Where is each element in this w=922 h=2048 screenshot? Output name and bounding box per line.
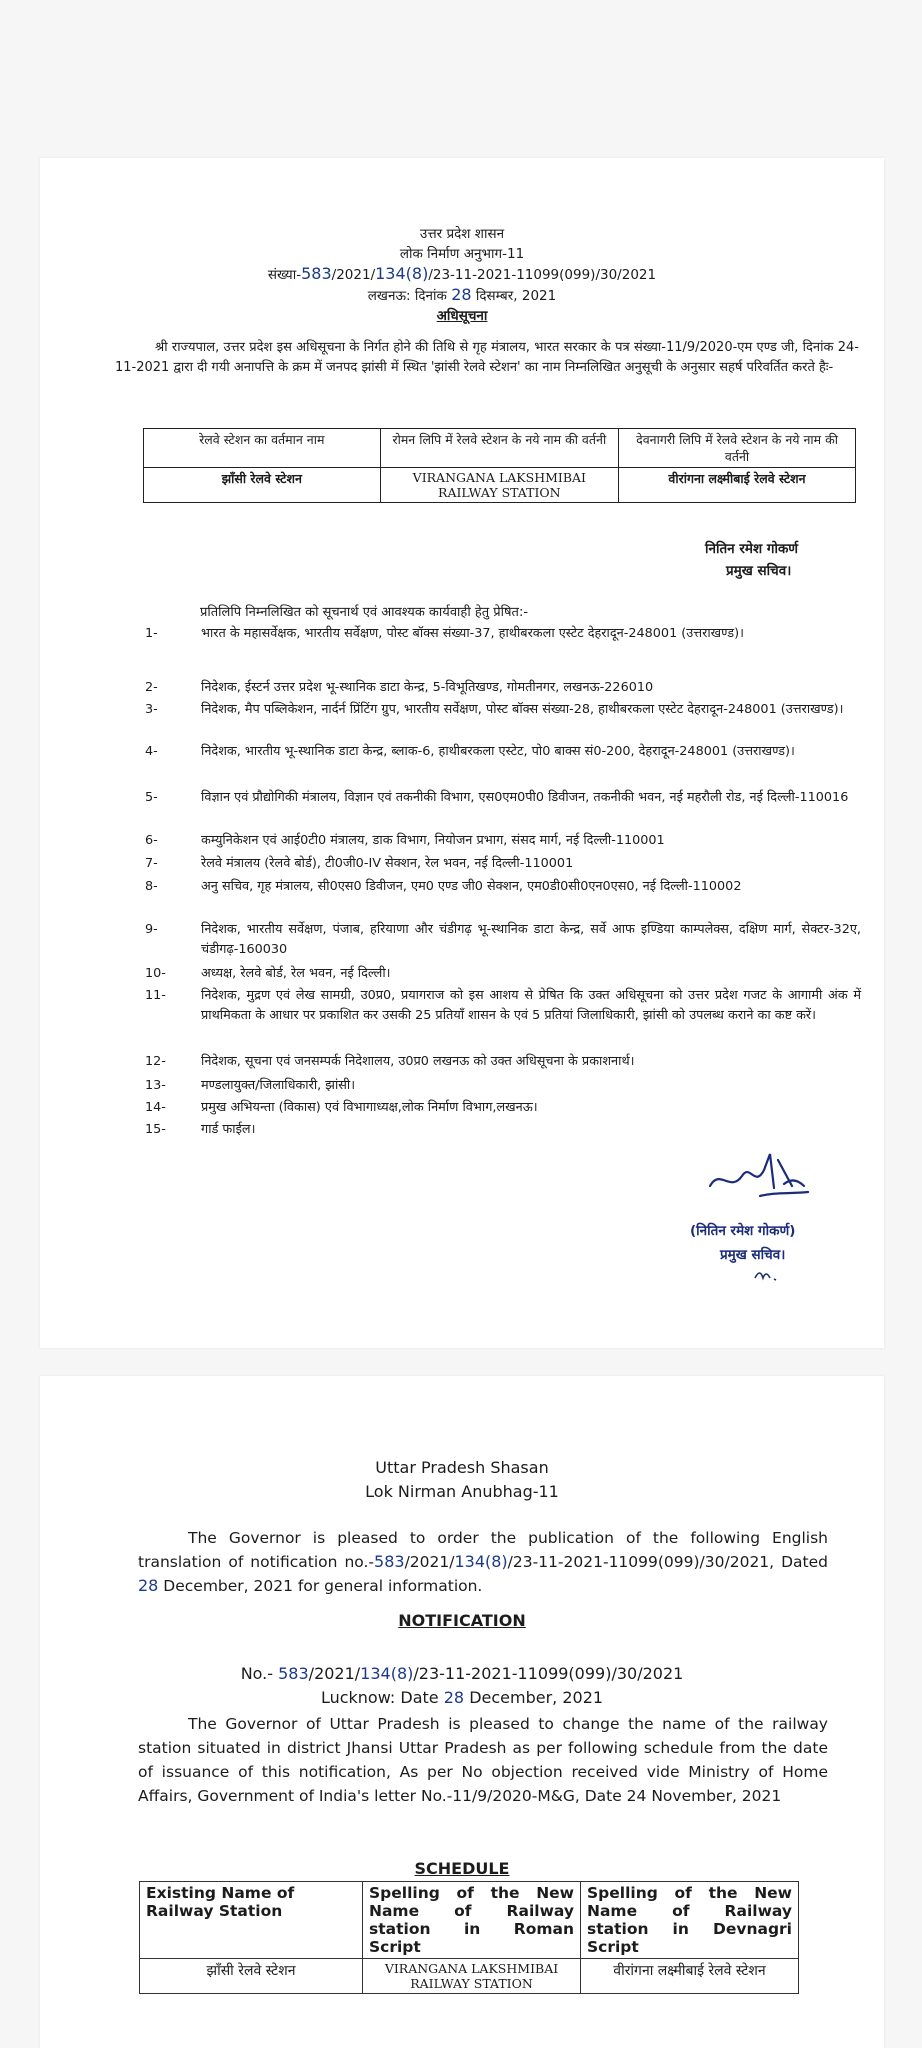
table-cell: झाँसी रेलवे स्टेशन [144,468,381,503]
handwritten-date: 28 [138,1576,159,1595]
intro-paragraph: The Governor is pleased to order the publication of the following English translation of notification no.-583/2021/134(8)/23-11-2021-11099(099)/30/2021, Dated 28 December, 2021 for general information. [138,1529,828,1595]
table-cell: वीरांगना लक्ष्मीबाई रेलवे स्टेशन [619,468,856,503]
notification-number: संख्या-583/2021/134(8)/23-11-2021-11099(099)/30/2021 [267,264,657,283]
cc-intro: प्रतिलिपि निम्नलिखित को सूचनार्थ एवं आवश्यक कार्यवाही हेतु प्रेषित:- [200,605,529,620]
table-header-cell: रेलवे स्टेशन का वर्तमान नाम [144,429,381,468]
table-cell: VIRANGANA LAKSHMIBAI RAILWAY STATION [380,468,618,503]
body-paragraph: The Governor of Uttar Pradesh is pleased to change the name of the railway station situated in district Jhansi Uttar Pradesh as per following schedule from the date of issuance of this notification, As per No objection received vide Ministry of Home Affairs, Government of India's letter No.-11/9/2020-M&G, Date 24 November, 2021 [138,1715,828,1805]
schedule-title: SCHEDULE [414,1859,510,1878]
govt-name: उत्तर प्रदेश शासन [419,226,505,242]
table-header-row [144,429,856,468]
department-name: Lok Nirman Anubhag-11 [365,1482,559,1501]
table-header-row [140,1882,799,1959]
table-header-cell: Existing Name of Railway Station [140,1882,363,1959]
handwritten-date: 28 [443,1688,465,1707]
sign-block-name: (नितिन रमेश गोकर्ण) [690,1223,796,1239]
intro-paragraph: श्री राज्यपाल, उत्तर प्रदेश इस अधिसूचना के निर्गत होने की तिथि से गृह मंत्रालय, भारत सरकार के पत्र संख्या-11/9/2020-एम एण्ड जी, दिनांक 24-11-2021 द्वारा दी गयी अनापत्ति के क्रम में जनपद झांसी में स्थित 'झांसी रेलवे स्टेशन' का नाम निम्नलिखित अनुसूची के अनुसार सहर्ष परिवर्तित करते हैः- [115,340,859,375]
initials-mark [752,1266,782,1284]
table-header-cell: देवनागरी लिपि में रेलवे स्टेशन के नये नाम की वर्तनी [619,429,856,468]
page-title: अधिसूचना [436,308,488,324]
table-header-cell: रोमन लिपि में रेलवे स्टेशन के नये नाम की वर्तनी [380,429,618,468]
table-row [144,468,856,503]
govt-name: Uttar Pradesh Shasan [375,1458,549,1477]
schedule-table-english [139,1881,799,1994]
department-name: लोक निर्माण अनुभाग-11 [399,246,525,262]
notification-number: No.- 583/2021/134(8)/23-11-2021-11099(099)/30/2021 [240,1664,684,1683]
table-cell: वीरांगना लक्ष्मीबाई रेलवे स्टेशन [581,1959,799,1994]
handwritten-date: 28 [451,285,472,304]
table-cell: झाँसी रेलवे स्टेशन [140,1959,363,1994]
table-row [140,1959,799,1994]
handwritten-number: 583 [374,1552,405,1571]
english-translation-page [40,1376,884,2048]
notification-date: लखनऊ: दिनांक 28 दिसम्बर, 2021 [367,285,557,304]
handwritten-number: 583 [301,264,332,283]
handwritten-number: 134(8) [454,1552,508,1571]
signatory-name: नितिन रमेश गोकर्ण [705,541,799,557]
table-cell: VIRANGANA LAKSHMIBAI RAILWAY STATION [363,1959,581,1994]
notification-title: NOTIFICATION [398,1611,526,1630]
header-block [40,224,884,326]
handwritten-number: 583 [278,1664,309,1683]
notification-date: Lucknow: Date 28 December, 2021 [320,1688,604,1707]
sign-block-title: प्रमुख सचिव। [720,1247,786,1263]
signatory-title: प्रमुख सचिव। [726,563,792,579]
table-header-cell: Spelling of the New Name of Railway station in Roman Script [363,1882,581,1959]
header-block [40,1456,884,1504]
handwritten-number: 134(8) [375,264,429,283]
table-header-cell: Spelling of the New Name of Railway station in Devnagri Script [581,1882,799,1959]
hindi-notification-page: उत्तर प्रदेश शासन लोक निर्माण अनुभाग-11 संख्या-583/2021/134(8)/23-11-2021-11099(099)/30/2021 लखनऊ: दिनांक 28 दिसम्बर, 2021 अधिसूचना श्री राज्यपाल, उत्तर प्रदेश इस अधिसूचना के निर्गत होने की तिथि से गृह मंत्रालय, भारत सरकार के पत्र संख्या-11/9/2020-एम एण्ड जी, दिनांक 24-11-2021 द्वारा दी गयी अनापत्ति के क्रम में जनपद झांसी में स्थित 'झांसी रेलवे स्टेशन' का नाम निम्नलिखित अनुसूची के अनुसार सहर्ष परिवर्तित करते हैः- रेलवे स्टेशन का वर्तमान नाम रोमन लिपि में रेलवे स्टेशन के नये नाम की वर्तनी देवनागरी लिपि में रेलवे स्टेशन के नये नाम की वर्तनी झाँसी रेलवे स्टेशन VIRANGANA LAKSHMIBAI RAILWAY STATION वीरांगना लक्ष्मीबाई रेलवे स्टेशन नितिन रमेश गोकर्ण प्रमुख सचिव। प्रतिलिपि निम्नलिखित को सूचनार्थ एवं आवश्यक कार्यवाही हेतु प्रेषित:- 1- भारत के महासर्वेक्षक, भारतीय सर्वेक्षण, पोस्ट बॉक्स संख्या-37, हाथीबरकला एस्टेट देहरादून-248001 (उत्तराखण्ड)। 2- निदेशक, ईस्टर्न उत्तर प्रदेश भू-स्थानिक डाटा केन्द्र, 5-विभूतिखण्ड, गोमतीनगर, लखनऊ-226010 3- निदेशक, मैप पब्लिकेशन, नार्दर्न प्रिंटिंग ग्रुप, भारतीय सर्वेक्षण, पोस्ट बॉक्स संख्या-28, हाथीबरकला एस्टेट देहरादून-248001 (उत्तराखण्ड)। 4- निदेशक, भारतीय भू-स्थानिक डाटा केन्द्र, ब्लाक-6, हाथीबरकला एस्टेट, पो0 बाक्स सं0-200, देहरादून-248001 (उत्तराखण्ड)। 5- विज्ञान एवं प्रौद्योगिकी मंत्रालय, विज्ञान एवं तकनीकी विभाग, एस0एम0पी0 डिवीजन, तकनीकी भवन, नई महरौली रोड, नई दिल्ली-110016 6- कम्युनिकेशन एवं आई0टी0 मंत्रालय, डाक विभाग, नियोजन प्रभाग, संसद मार्ग, नई दिल्ली-110001 7- रेलवे मंत्रालय (रेलवे बोर्ड), टी0जी0-IV सेक्शन, रेल भवन, नई दिल्ली-110001 8- अनु सचिव, गृह मंत्रालय, सी0एस0 डिवीजन, एम0 एण्ड जी0 सेक्शन, एम0डी0सी0एन0एस0, नई दिल्ली-110002 9- निदेशक, भारतीय सर्वेक्षण, पंजाब, हरियाणा और चंडीगढ़ भू-स्थानिक डाटा केन्द्र, सर्वे आफ इण्डिया काम्पलेक्स, दक्षिण मार्ग, सेक्टर-32ए, चंडीगढ़-160030 10- अध्यक्ष, रेलवे बोर्ड, रेल भवन, नई दिल्ली। 11- निदेशक, मुद्रण एवं लेख सामग्री, उ0प्र0, प्रयागराज को इस आशय से प्रेषित कि उक्त अधिसूचना को उत्तर प्रदेश गजट के आगामी अंक में प्राथमिकता के आधार पर प्रकाशित कर उसकी 25 प्रतियॉं शासन के एवं 5 प्रतियां जिलाधिकारी, झांसी को उपलब्ध कराने का कष्ट करें। 12- निदेशक, सूचना एवं जनसम्पर्क निदेशालय, उ0प्र0 लखनऊ को उक्त अधिसूचना के प्रकाशनार्थ। 13- मण्डलायुक्त/जिलाधिकारी, झांसी। 14- प्रमुख अभियन्ता (विकास) एवं विभागाध्यक्ष,लोक निर्माण विभाग,लखनऊ। 15- गार्ड फाईल। (नितिन रमेश गोकर्ण) प्रमुख सचिव। [40,158,884,1348]
schedule-table-hindi [143,428,856,503]
signature-scribble [700,1148,820,1208]
handwritten-number: 134(8) [360,1664,414,1683]
